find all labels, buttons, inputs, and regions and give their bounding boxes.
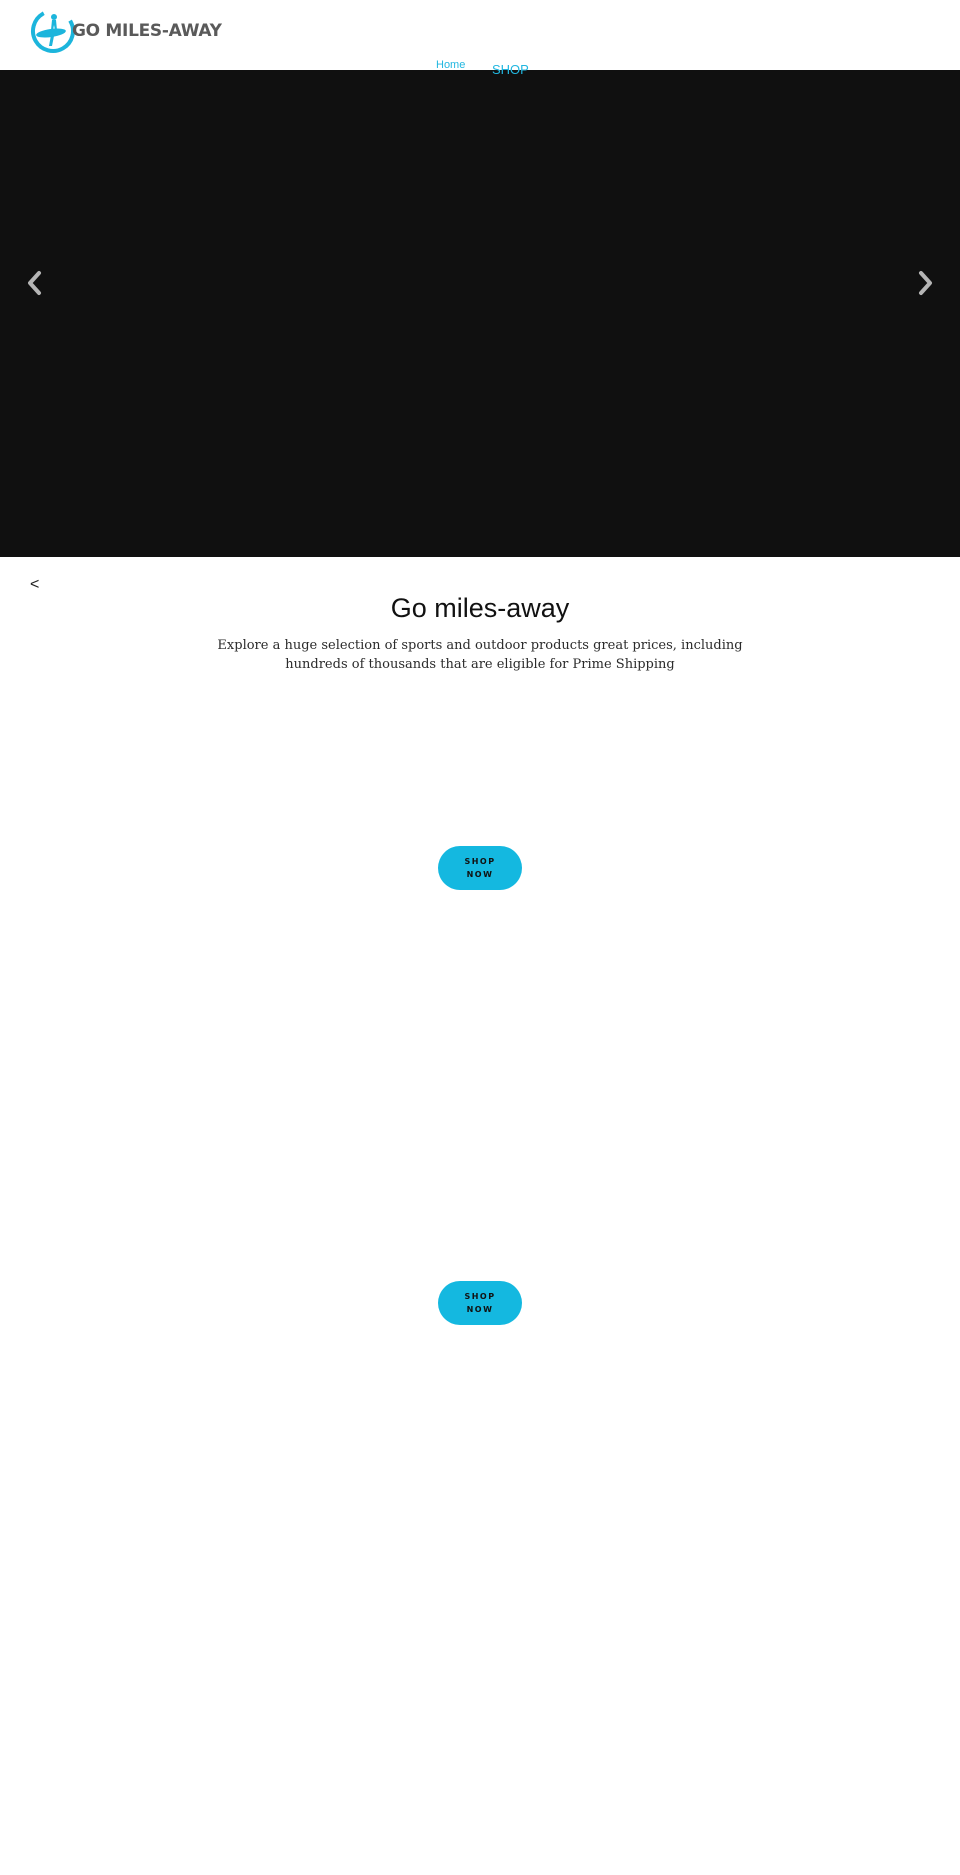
brand-name: GO MILES-AWAY bbox=[72, 21, 222, 41]
chevron-right-icon bbox=[910, 265, 940, 301]
chevron-left-icon bbox=[20, 265, 50, 301]
shop-now-button-secondary[interactable]: SHOP NOW bbox=[438, 1281, 522, 1325]
back-link[interactable]: < bbox=[30, 576, 40, 593]
surfer-logo-icon bbox=[30, 8, 76, 54]
site-header bbox=[0, 0, 960, 70]
nav-item-shop[interactable]: SHOP bbox=[492, 62, 529, 77]
page-description: Explore a huge selection of sports and outdoor products great prices, including hundreds of thousands that are eligible for Prime Shipping bbox=[217, 638, 743, 672]
page-title: Go miles-away bbox=[390, 593, 570, 623]
nav-item-home[interactable]: Home bbox=[436, 59, 466, 71]
shop-now-button[interactable]: SHOP NOW bbox=[438, 846, 522, 890]
site-logo[interactable] bbox=[30, 8, 222, 54]
hero-slider bbox=[0, 70, 960, 557]
slider-next-button[interactable] bbox=[910, 265, 940, 301]
slider-prev-button[interactable] bbox=[20, 265, 50, 301]
